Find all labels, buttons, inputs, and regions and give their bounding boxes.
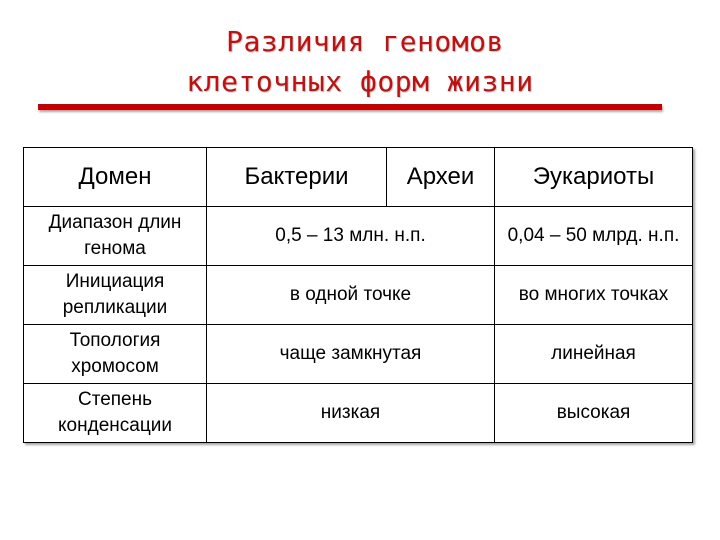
header-domain: Домен xyxy=(24,148,207,207)
genome-comparison-table xyxy=(23,147,693,443)
row-label-replication-initiation: Инициация репликации xyxy=(24,266,207,325)
cell-prokaryotes-condensation-degree: низкая xyxy=(207,384,495,443)
cell-prokaryotes-replication-initiation: в одной точке xyxy=(207,266,495,325)
header-archaea: Археи xyxy=(387,148,495,207)
cell-eukaryotes-condensation-degree: высокая xyxy=(495,384,693,443)
slide-title-line-2: клеточных форм жизни xyxy=(186,65,534,98)
row-label-chromosome-topology: Топология хромосом xyxy=(24,325,207,384)
cell-eukaryotes-chromosome-topology: линейная xyxy=(495,325,693,384)
row-label-genome-length: Диапазон длин генома xyxy=(24,207,207,266)
title-underline-rule xyxy=(38,104,662,110)
cell-eukaryotes-genome-length: 0,04 – 50 млрд. н.п. xyxy=(495,207,693,266)
header-eukaryotes: Эукариоты xyxy=(495,148,693,207)
table-row xyxy=(24,207,693,266)
table-row xyxy=(24,325,693,384)
row-label-condensation-degree: Степень конденсации xyxy=(24,384,207,443)
cell-prokaryotes-genome-length: 0,5 – 13 млн. н.п. xyxy=(207,207,495,266)
table-row xyxy=(24,384,693,443)
cell-prokaryotes-chromosome-topology: чаще замкнутая xyxy=(207,325,495,384)
table-row xyxy=(24,266,693,325)
slide-title xyxy=(0,22,720,102)
table-header-row xyxy=(24,148,693,207)
header-bacteria: Бактерии xyxy=(207,148,387,207)
cell-eukaryotes-replication-initiation: во многих точках xyxy=(495,266,693,325)
slide-title-line-1: Различия геномов xyxy=(226,25,504,58)
